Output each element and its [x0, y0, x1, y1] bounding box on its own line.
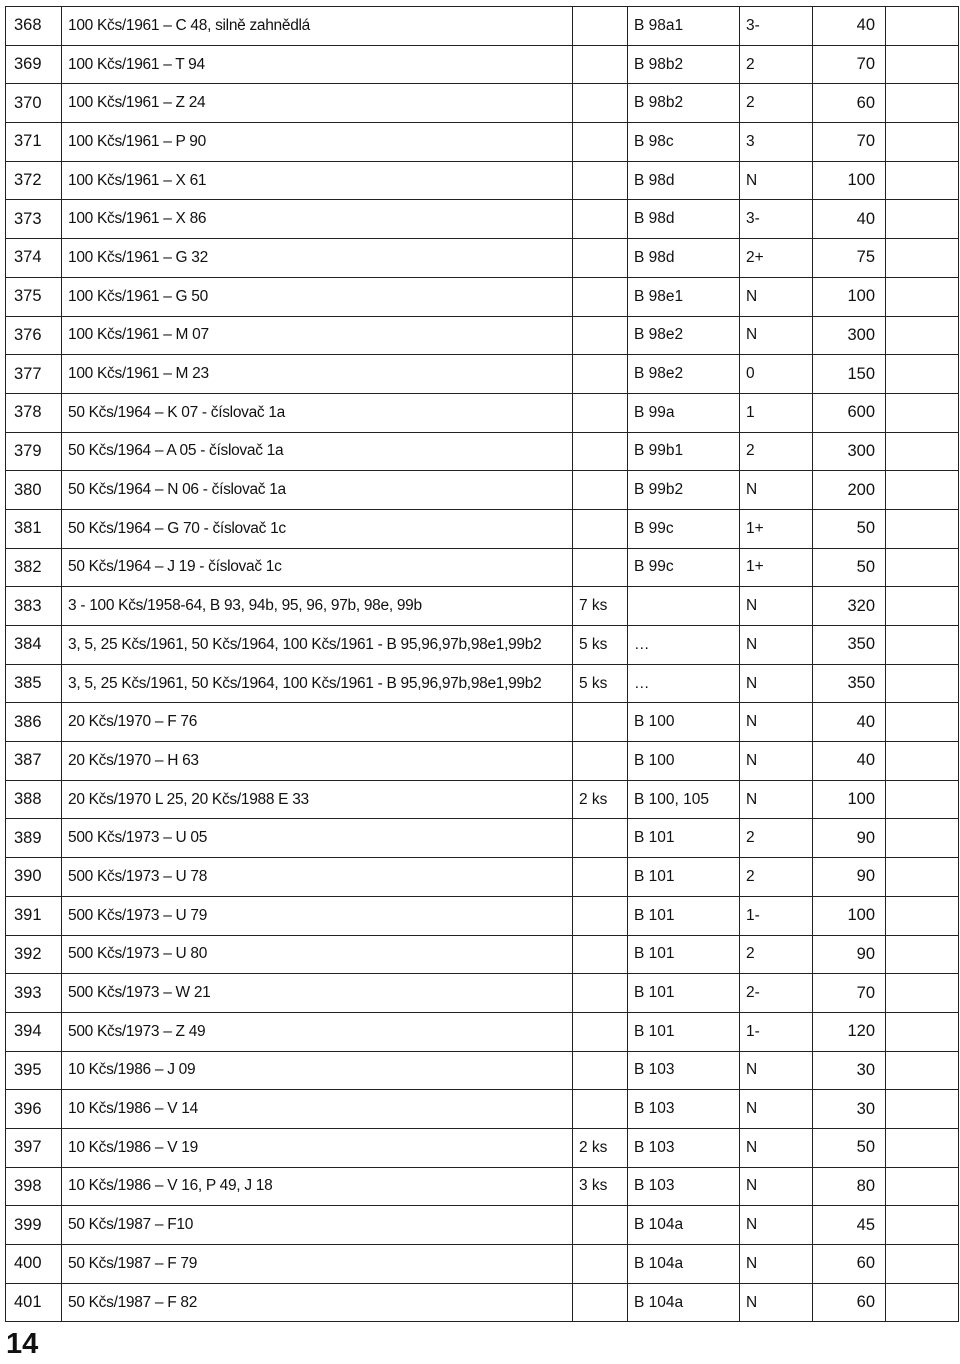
lot-number-cell: 384: [6, 626, 62, 665]
lot-number-cell: 368: [6, 7, 62, 46]
price-cell: 60: [813, 84, 886, 123]
price-cell: 350: [813, 626, 886, 665]
grade-cell: N: [740, 161, 813, 200]
grade-cell: 3: [740, 123, 813, 162]
price-cell: 60: [813, 1245, 886, 1284]
table-row: [6, 432, 959, 471]
quantity-cell: [573, 471, 628, 510]
price-cell: 60: [813, 1283, 886, 1322]
table-row: [6, 1051, 959, 1090]
lot-number-cell: 383: [6, 587, 62, 626]
price-cell: 70: [813, 45, 886, 84]
quantity-cell: [573, 858, 628, 897]
catalog-number-cell: B 101: [628, 935, 740, 974]
empty-cell: [886, 1206, 959, 1245]
quantity-cell: [573, 703, 628, 742]
catalog-number-cell: B 98d: [628, 161, 740, 200]
description-cell: 100 Kčs/1961 – X 86: [62, 200, 573, 239]
empty-cell: [886, 84, 959, 123]
description-cell: 50 Kčs/1987 – F10: [62, 1206, 573, 1245]
catalog-number-cell: B 101: [628, 819, 740, 858]
empty-cell: [886, 471, 959, 510]
empty-cell: [886, 316, 959, 355]
quantity-cell: 5 ks: [573, 626, 628, 665]
lot-number-cell: 376: [6, 316, 62, 355]
empty-cell: [886, 896, 959, 935]
grade-cell: 3-: [740, 200, 813, 239]
quantity-cell: [573, 432, 628, 471]
price-cell: 600: [813, 393, 886, 432]
price-cell: 40: [813, 703, 886, 742]
empty-cell: [886, 509, 959, 548]
table-row: [6, 664, 959, 703]
empty-cell: [886, 935, 959, 974]
price-cell: 80: [813, 1167, 886, 1206]
catalog-number-cell: [628, 587, 740, 626]
lot-number-cell: 377: [6, 355, 62, 394]
description-cell: 500 Kčs/1973 – W 21: [62, 974, 573, 1013]
price-cell: 90: [813, 935, 886, 974]
lot-number-cell: 389: [6, 819, 62, 858]
empty-cell: [886, 1283, 959, 1322]
quantity-cell: [573, 974, 628, 1013]
price-cell: 75: [813, 239, 886, 278]
quantity-cell: [573, 1012, 628, 1051]
lot-number-cell: 382: [6, 548, 62, 587]
grade-cell: 2: [740, 432, 813, 471]
empty-cell: [886, 200, 959, 239]
catalog-number-cell: B 104a: [628, 1283, 740, 1322]
empty-cell: [886, 703, 959, 742]
grade-cell: N: [740, 664, 813, 703]
description-cell: 20 Kčs/1970 – F 76: [62, 703, 573, 742]
table-body: [6, 7, 959, 1322]
lot-number-cell: 386: [6, 703, 62, 742]
price-cell: 100: [813, 277, 886, 316]
table-row: [6, 819, 959, 858]
catalog-number-cell: B 99b2: [628, 471, 740, 510]
lot-number-cell: 399: [6, 1206, 62, 1245]
grade-cell: N: [740, 1167, 813, 1206]
table-row: [6, 45, 959, 84]
empty-cell: [886, 1245, 959, 1284]
empty-cell: [886, 1090, 959, 1129]
table-row: [6, 7, 959, 46]
catalog-number-cell: B 98e2: [628, 355, 740, 394]
empty-cell: [886, 1128, 959, 1167]
grade-cell: N: [740, 587, 813, 626]
empty-cell: [886, 587, 959, 626]
table-row: [6, 316, 959, 355]
table-row: [6, 200, 959, 239]
lot-number-cell: 370: [6, 84, 62, 123]
empty-cell: [886, 626, 959, 665]
catalog-number-cell: B 101: [628, 858, 740, 897]
quantity-cell: 2 ks: [573, 1128, 628, 1167]
price-cell: 100: [813, 896, 886, 935]
lot-number-cell: 390: [6, 858, 62, 897]
grade-cell: N: [740, 1283, 813, 1322]
description-cell: 500 Kčs/1973 – U 05: [62, 819, 573, 858]
auction-lot-table: [5, 6, 959, 1322]
quantity-cell: [573, 45, 628, 84]
catalog-number-cell: B 98b2: [628, 84, 740, 123]
table-row: [6, 1128, 959, 1167]
table-row: [6, 1206, 959, 1245]
description-cell: 50 Kčs/1964 – G 70 - číslovač 1c: [62, 509, 573, 548]
grade-cell: N: [740, 277, 813, 316]
grade-cell: N: [740, 1051, 813, 1090]
lot-number-cell: 395: [6, 1051, 62, 1090]
price-cell: 45: [813, 1206, 886, 1245]
price-cell: 90: [813, 819, 886, 858]
table-row: [6, 1283, 959, 1322]
grade-cell: 2: [740, 935, 813, 974]
empty-cell: [886, 355, 959, 394]
grade-cell: 2: [740, 84, 813, 123]
description-cell: 100 Kčs/1961 – P 90: [62, 123, 573, 162]
grade-cell: N: [740, 316, 813, 355]
price-cell: 90: [813, 858, 886, 897]
catalog-number-cell: B 98e2: [628, 316, 740, 355]
table-row: [6, 548, 959, 587]
lot-number-cell: 396: [6, 1090, 62, 1129]
description-cell: 3, 5, 25 Kčs/1961, 50 Kčs/1964, 100 Kčs/1961 - B 95,96,97b,98e1,99b2: [62, 664, 573, 703]
empty-cell: [886, 742, 959, 781]
quantity-cell: [573, 7, 628, 46]
catalog-number-cell: B 104a: [628, 1206, 740, 1245]
empty-cell: [886, 819, 959, 858]
lot-number-cell: 394: [6, 1012, 62, 1051]
price-cell: 320: [813, 587, 886, 626]
description-cell: 50 Kčs/1964 – K 07 - číslovač 1a: [62, 393, 573, 432]
table-row: [6, 587, 959, 626]
empty-cell: [886, 277, 959, 316]
description-cell: 100 Kčs/1961 – M 23: [62, 355, 573, 394]
table-row: [6, 742, 959, 781]
table-row: [6, 393, 959, 432]
empty-cell: [886, 123, 959, 162]
grade-cell: N: [740, 1128, 813, 1167]
quantity-cell: [573, 742, 628, 781]
lot-number-cell: 400: [6, 1245, 62, 1284]
empty-cell: [886, 548, 959, 587]
description-cell: 100 Kčs/1961 – M 07: [62, 316, 573, 355]
description-cell: 500 Kčs/1973 – Z 49: [62, 1012, 573, 1051]
price-cell: 30: [813, 1090, 886, 1129]
price-cell: 100: [813, 780, 886, 819]
description-cell: 50 Kčs/1987 – F 79: [62, 1245, 573, 1284]
lot-number-cell: 380: [6, 471, 62, 510]
grade-cell: 1+: [740, 509, 813, 548]
catalog-number-cell: B 103: [628, 1128, 740, 1167]
quantity-cell: 5 ks: [573, 664, 628, 703]
lot-number-cell: 385: [6, 664, 62, 703]
grade-cell: N: [740, 471, 813, 510]
lot-number-cell: 381: [6, 509, 62, 548]
price-cell: 100: [813, 161, 886, 200]
grade-cell: 1+: [740, 548, 813, 587]
grade-cell: N: [740, 742, 813, 781]
table-row: [6, 161, 959, 200]
catalog-number-cell: B 103: [628, 1051, 740, 1090]
catalog-number-cell: …: [628, 664, 740, 703]
price-cell: 50: [813, 1128, 886, 1167]
lot-number-cell: 388: [6, 780, 62, 819]
lot-number-cell: 372: [6, 161, 62, 200]
grade-cell: 2-: [740, 974, 813, 1013]
empty-cell: [886, 7, 959, 46]
table-row: [6, 780, 959, 819]
description-cell: 3 - 100 Kčs/1958-64, B 93, 94b, 95, 96, 97b, 98e, 99b: [62, 587, 573, 626]
empty-cell: [886, 45, 959, 84]
table-row: [6, 471, 959, 510]
table-row: [6, 858, 959, 897]
lot-number-cell: 369: [6, 45, 62, 84]
table-row: [6, 703, 959, 742]
catalog-number-cell: B 99c: [628, 509, 740, 548]
table-row: [6, 123, 959, 162]
lot-number-cell: 398: [6, 1167, 62, 1206]
table-row: [6, 1012, 959, 1051]
grade-cell: 2: [740, 45, 813, 84]
quantity-cell: [573, 84, 628, 123]
lot-number-cell: 387: [6, 742, 62, 781]
catalog-number-cell: …: [628, 626, 740, 665]
description-cell: 50 Kčs/1964 – N 06 - číslovač 1a: [62, 471, 573, 510]
lot-number-cell: 393: [6, 974, 62, 1013]
grade-cell: 1-: [740, 1012, 813, 1051]
description-cell: 500 Kčs/1973 – U 78: [62, 858, 573, 897]
description-cell: 100 Kčs/1961 – C 48, silně zahnědlá: [62, 7, 573, 46]
catalog-number-cell: B 101: [628, 1012, 740, 1051]
price-cell: 350: [813, 664, 886, 703]
table-row: [6, 277, 959, 316]
quantity-cell: [573, 509, 628, 548]
description-cell: 10 Kčs/1986 – V 16, P 49, J 18: [62, 1167, 573, 1206]
quantity-cell: [573, 1090, 628, 1129]
empty-cell: [886, 1167, 959, 1206]
quantity-cell: 7 ks: [573, 587, 628, 626]
quantity-cell: [573, 896, 628, 935]
quantity-cell: [573, 1206, 628, 1245]
empty-cell: [886, 780, 959, 819]
grade-cell: N: [740, 780, 813, 819]
price-cell: 150: [813, 355, 886, 394]
catalog-number-cell: B 99b1: [628, 432, 740, 471]
empty-cell: [886, 161, 959, 200]
catalog-number-cell: B 103: [628, 1090, 740, 1129]
lot-number-cell: 397: [6, 1128, 62, 1167]
empty-cell: [886, 393, 959, 432]
price-cell: 40: [813, 7, 886, 46]
grade-cell: N: [740, 1206, 813, 1245]
grade-cell: N: [740, 703, 813, 742]
description-cell: 100 Kčs/1961 – T 94: [62, 45, 573, 84]
catalog-number-cell: B 103: [628, 1167, 740, 1206]
description-cell: 20 Kčs/1970 – H 63: [62, 742, 573, 781]
table-row: [6, 1167, 959, 1206]
grade-cell: 2: [740, 819, 813, 858]
catalog-number-cell: B 100: [628, 703, 740, 742]
catalog-number-cell: B 100: [628, 742, 740, 781]
description-cell: 100 Kčs/1961 – Z 24: [62, 84, 573, 123]
table-row: [6, 974, 959, 1013]
price-cell: 300: [813, 432, 886, 471]
description-cell: 20 Kčs/1970 L 25, 20 Kčs/1988 E 33: [62, 780, 573, 819]
catalog-number-cell: B 98d: [628, 200, 740, 239]
quantity-cell: [573, 355, 628, 394]
grade-cell: 2+: [740, 239, 813, 278]
table-row: [6, 626, 959, 665]
empty-cell: [886, 858, 959, 897]
table-row: [6, 355, 959, 394]
quantity-cell: [573, 277, 628, 316]
table-row: [6, 1090, 959, 1129]
description-cell: 10 Kčs/1986 – J 09: [62, 1051, 573, 1090]
table-row: [6, 239, 959, 278]
price-cell: 70: [813, 123, 886, 162]
catalog-number-cell: B 104a: [628, 1245, 740, 1284]
quantity-cell: [573, 393, 628, 432]
table-row: [6, 1245, 959, 1284]
table-row: [6, 509, 959, 548]
lot-number-cell: 371: [6, 123, 62, 162]
description-cell: 500 Kčs/1973 – U 79: [62, 896, 573, 935]
price-cell: 40: [813, 200, 886, 239]
catalog-number-cell: B 101: [628, 896, 740, 935]
catalog-number-cell: B 98c: [628, 123, 740, 162]
grade-cell: N: [740, 1245, 813, 1284]
grade-cell: 1: [740, 393, 813, 432]
lot-number-cell: 401: [6, 1283, 62, 1322]
catalog-number-cell: B 98a1: [628, 7, 740, 46]
quantity-cell: 3 ks: [573, 1167, 628, 1206]
empty-cell: [886, 664, 959, 703]
table-row: [6, 896, 959, 935]
lot-number-cell: 391: [6, 896, 62, 935]
price-cell: 40: [813, 742, 886, 781]
description-cell: 100 Kčs/1961 – X 61: [62, 161, 573, 200]
quantity-cell: [573, 819, 628, 858]
quantity-cell: [573, 1283, 628, 1322]
catalog-number-cell: B 98e1: [628, 277, 740, 316]
catalog-number-cell: B 99a: [628, 393, 740, 432]
catalog-number-cell: B 98d: [628, 239, 740, 278]
description-cell: 50 Kčs/1964 – J 19 - číslovač 1c: [62, 548, 573, 587]
price-cell: 70: [813, 974, 886, 1013]
lot-number-cell: 375: [6, 277, 62, 316]
grade-cell: 2: [740, 858, 813, 897]
catalog-number-cell: B 99c: [628, 548, 740, 587]
empty-cell: [886, 1012, 959, 1051]
description-cell: 500 Kčs/1973 – U 80: [62, 935, 573, 974]
quantity-cell: [573, 548, 628, 587]
quantity-cell: 2 ks: [573, 780, 628, 819]
page-number: 14: [6, 1328, 39, 1360]
empty-cell: [886, 974, 959, 1013]
description-cell: 100 Kčs/1961 – G 32: [62, 239, 573, 278]
quantity-cell: [573, 935, 628, 974]
catalog-number-cell: B 101: [628, 974, 740, 1013]
price-cell: 50: [813, 548, 886, 587]
empty-cell: [886, 432, 959, 471]
quantity-cell: [573, 161, 628, 200]
description-cell: 100 Kčs/1961 – G 50: [62, 277, 573, 316]
grade-cell: N: [740, 1090, 813, 1129]
grade-cell: 0: [740, 355, 813, 394]
price-cell: 200: [813, 471, 886, 510]
quantity-cell: [573, 200, 628, 239]
description-cell: 50 Kčs/1964 – A 05 - číslovač 1a: [62, 432, 573, 471]
price-cell: 50: [813, 509, 886, 548]
lot-number-cell: 378: [6, 393, 62, 432]
quantity-cell: [573, 239, 628, 278]
grade-cell: N: [740, 626, 813, 665]
lot-number-cell: 373: [6, 200, 62, 239]
quantity-cell: [573, 1051, 628, 1090]
grade-cell: 3-: [740, 7, 813, 46]
table-row: [6, 935, 959, 974]
price-cell: 300: [813, 316, 886, 355]
description-cell: 3, 5, 25 Kčs/1961, 50 Kčs/1964, 100 Kčs/1961 - B 95,96,97b,98e1,99b2: [62, 626, 573, 665]
quantity-cell: [573, 123, 628, 162]
description-cell: 10 Kčs/1986 – V 19: [62, 1128, 573, 1167]
table-row: [6, 84, 959, 123]
catalog-number-cell: B 98b2: [628, 45, 740, 84]
price-cell: 30: [813, 1051, 886, 1090]
lot-number-cell: 392: [6, 935, 62, 974]
price-cell: 120: [813, 1012, 886, 1051]
quantity-cell: [573, 316, 628, 355]
quantity-cell: [573, 1245, 628, 1284]
grade-cell: 1-: [740, 896, 813, 935]
empty-cell: [886, 239, 959, 278]
lot-number-cell: 379: [6, 432, 62, 471]
description-cell: 10 Kčs/1986 – V 14: [62, 1090, 573, 1129]
description-cell: 50 Kčs/1987 – F 82: [62, 1283, 573, 1322]
lot-number-cell: 374: [6, 239, 62, 278]
empty-cell: [886, 1051, 959, 1090]
catalog-number-cell: B 100, 105: [628, 780, 740, 819]
